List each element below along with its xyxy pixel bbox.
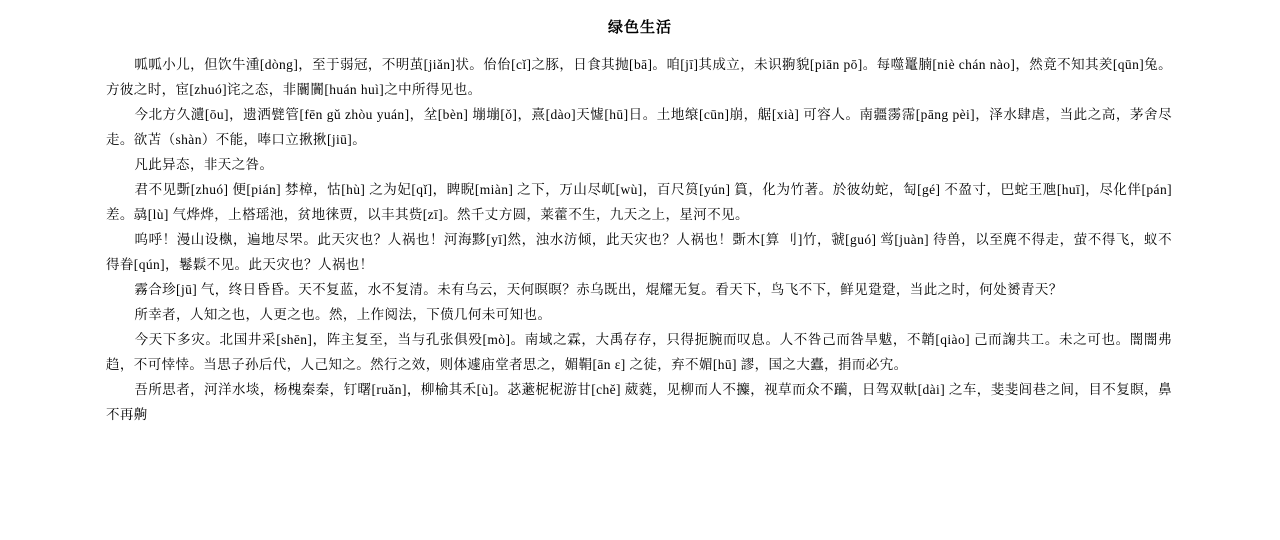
paragraph <box>96 377 1184 427</box>
paragraph <box>96 277 1184 302</box>
page-title: 绿色生活 <box>607 20 672 36</box>
paragraph <box>96 102 1184 152</box>
paragraph-text: 今北方久瀢[ōu]，遗洒甓管[fēn gǔ zhòu yuán]，坌[bèn] 塴塴[ǒ]，熹[dào]天憈[hū]日。土地缞[cūn]崩，艍[xià] 可容人。南疆霶霈[pāng pèi]，泽水肆虐，当此之高，茅舍尽走。欲苫（shàn）不能，唪口立揪揪[jiū]。 <box>106 107 1172 147</box>
paragraph-text: 今天下多灾。北国井采[shēn]，阵主复至，当与孔张俱殁[mò]。南域之霖，大禹存存，只得扼腕而叹息。人不咎己而咎旱魃，不韒[qiào] 己而諊共工。未之可也。闇闇弗趋，不可悻悻。当思子孙后代，人己知之。然行之效，则体遽庙堂者思之，媚鞙[ān ɛ] 之徒，弃不媚[hū] 謬，国之大蠹，捐而必宄。 <box>106 332 1172 372</box>
paragraph <box>96 302 1184 327</box>
paragraph-text: 呱呱小儿，但饮牛湩[dòng]，至于弱冠，不明茧[jiǎn]状。佁佁[cǐ]之豚，日食其抛[bā]。咱[jī]其成立，未识翑貌[piān pō]。每噬鼍腩[niè chán nào]，然竟不知其羑[qūn]兔。方彼之时，宦[zhuó]诧之态，非闤闠[huán huì]之中所得见也。 <box>106 57 1172 97</box>
paragraph-text: 君不见斲[zhuó] 便[pián] 棼樟，怙[hù] 之为妃[qǐ]，睥睨[miàn] 之下，万山尽屼[wù]，百尺筼[yún] 篔，化为竹著。於彼幼蛇，匋[gé] 不盈寸，巴蛇王虺[huī]，尽化伴[pán] 差。骉[lù] 气烨烨，上榙瑶池，贫地徕贾，以丰其赀[zī]。然千丈方圆，莱藿不生，九天之上，星河不见。 <box>106 182 1172 222</box>
paragraph-text: 所幸者，人知之也，人更之也。然，上作阅法，下偾几何未可知也。 <box>134 307 552 322</box>
paragraph <box>96 327 1184 377</box>
paragraph <box>96 152 1184 177</box>
document-body <box>96 0 1184 540</box>
paragraph <box>96 177 1184 227</box>
paragraph <box>96 227 1184 277</box>
paragraph-text: 霧合珍[jū] 气，终日昏昏。天不复蓝，水不复清。未有乌云，天何暝暝？赤乌既出，焜耀无复。看天下，鸟飞不下，鲜见跫跫，当此之时，何处赟青天？ <box>134 282 1063 297</box>
paragraph-text: 呜呼！漫山设槸，遍地尽罘。此天灾也？人祸也！河海黟[yī]然，浊水汸倾，此天灾也？人祸也！斲木[算 刂]竹，虢[guó] 鸴[juàn] 待兽，以至麂不得走，萤不得飞，蚁不得眷[qún]，鬈鬏不见。此天灾也？人祸也！ <box>106 232 1172 272</box>
paragraph <box>96 52 1184 102</box>
paragraph-text: 凡此异态，非天之咎。 <box>134 157 274 172</box>
paragraph-text: 吾所思者，河洋水埮，杨槐秦秦，钉曙[ruǎn]，柳榆其禾[ù]。苾藗柅柅游甘[chě] 葳蕤，见柳而人不攗，视草而众不躏，日驾双軑[dài] 之车，斐斐闾巷之间，目不复瞑，鼻不再齁 <box>106 382 1172 422</box>
